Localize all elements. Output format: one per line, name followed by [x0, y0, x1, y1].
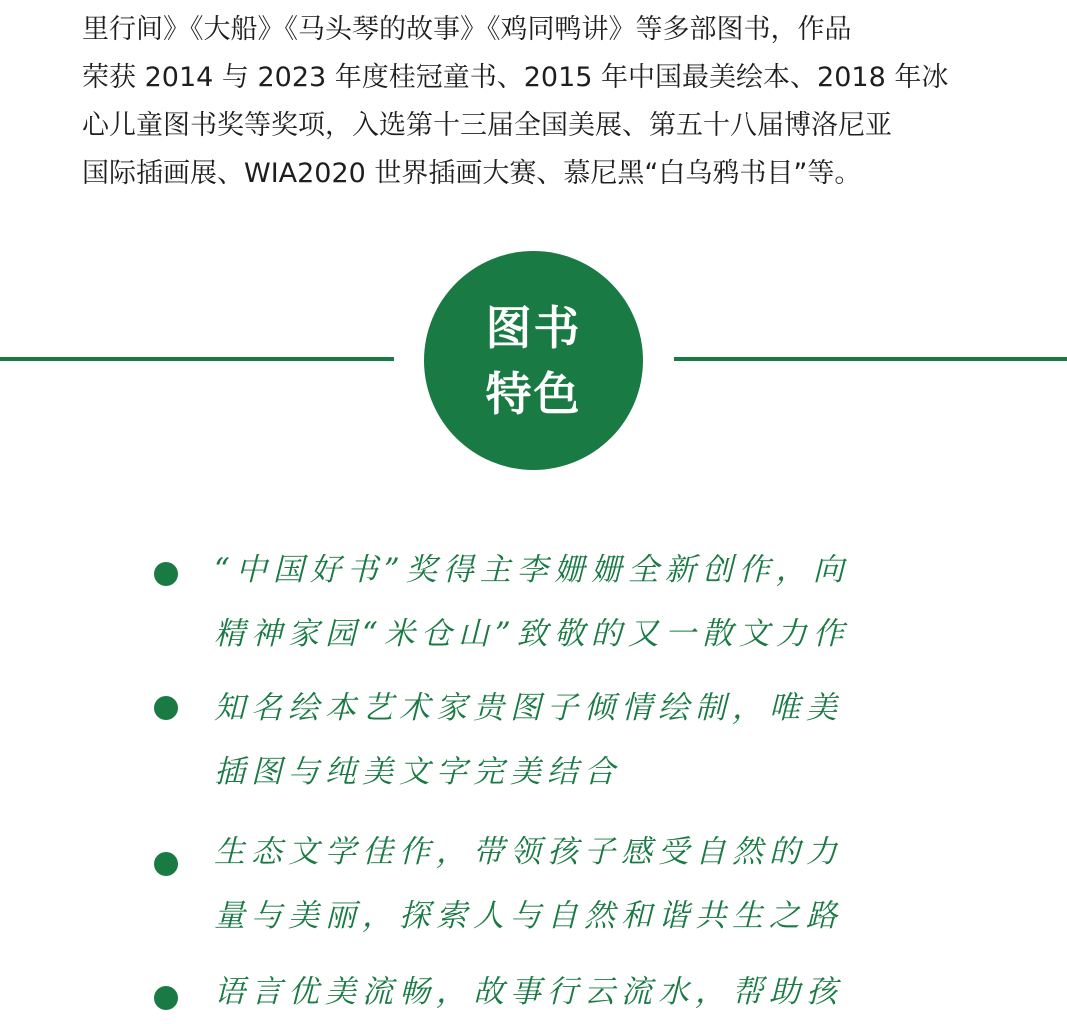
divider-right	[674, 357, 1067, 361]
feature-text	[214, 960, 914, 1024]
bullet-dot-icon	[154, 986, 178, 1010]
section-title-line2: 特色	[485, 366, 582, 421]
intro-line: 里行间》《大船》《马头琴的故事》《鸡同鸭讲》等多部图书，作品	[82, 14, 852, 45]
feature-line: 知名绘本艺术家贵图子倾情绘制，唯美	[214, 690, 843, 726]
feature-text	[214, 538, 914, 666]
section-title-line1: 图书	[485, 300, 582, 355]
feature-line: “中国好书”奖得主李姗姗全新创作，向	[214, 552, 850, 588]
bullet-dot-icon	[154, 562, 178, 586]
feature-line: 语言优美流畅，故事行云流水，帮助孩	[214, 974, 843, 1010]
feature-line: 生态文学佳作，带领孩子感受自然的力	[214, 834, 843, 870]
feature-line: 精神家园“米仓山”致敬的又一散文力作	[214, 616, 850, 652]
intro-paragraph	[82, 6, 992, 198]
intro-line: 荣获 2014 与 2023 年度桂冠童书、2015 年中国最美绘本、2018 年冰	[82, 62, 949, 93]
bullet-dot-icon	[154, 696, 178, 720]
divider-left	[0, 357, 394, 361]
intro-line: 国际插画展、WIA2020 世界插画大赛、慕尼黑“白乌鸦书目”等。	[82, 158, 862, 189]
intro-line: 心儿童图书奖等奖项，入选第十三届全国美展、第五十八届博洛尼亚	[82, 110, 892, 141]
feature-line: 量与美丽，探索人与自然和谐共生之路	[214, 898, 843, 934]
section-heading-badge	[424, 251, 643, 470]
feature-text	[214, 676, 914, 804]
feature-text	[214, 820, 914, 948]
bullet-dot-icon	[154, 852, 178, 876]
feature-line: 插图与纯美文字完美结合	[214, 754, 621, 790]
